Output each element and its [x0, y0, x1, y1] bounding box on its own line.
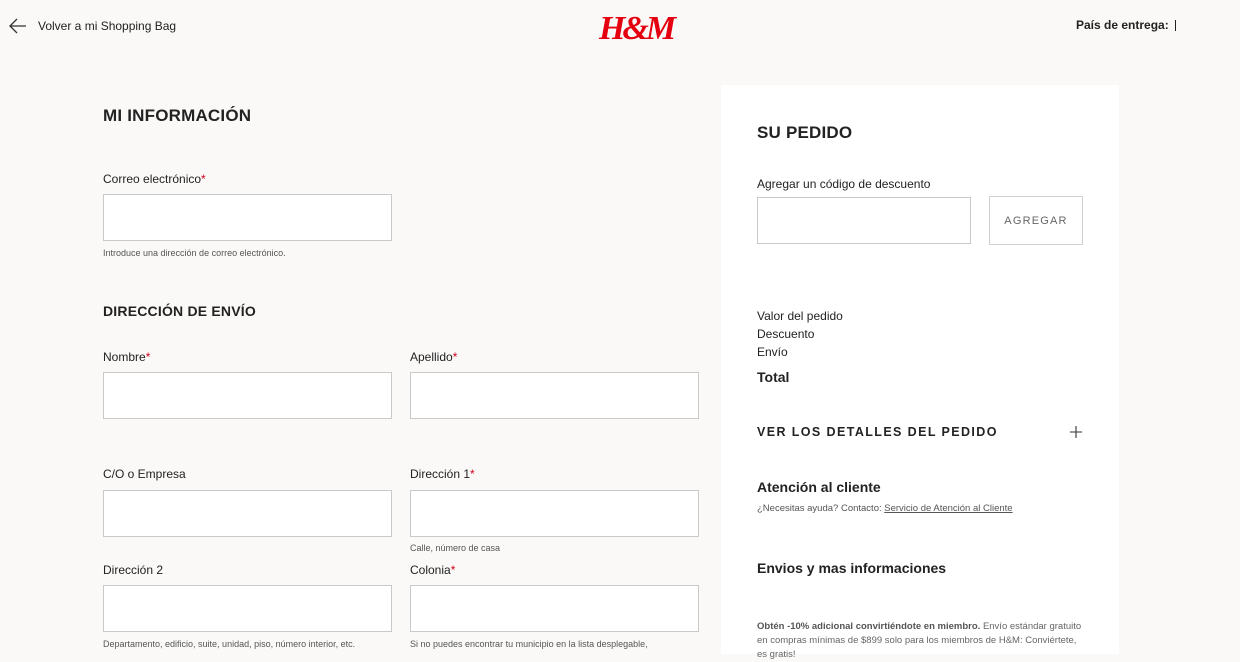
- shipping-row-label: Envío: [757, 345, 788, 359]
- back-to-bag-link[interactable]: [8, 16, 176, 36]
- colonia-label: Colonia*: [410, 563, 456, 577]
- address2-field[interactable]: [103, 585, 392, 632]
- order-title: SU PEDIDO: [757, 123, 853, 142]
- colonia-hint: Si no puedes encontrar tu municipio en la lista desplegable,: [410, 639, 648, 649]
- address2-label: Dirección 2: [103, 563, 164, 577]
- arrow-left-icon: [8, 16, 28, 36]
- plus-icon: [1069, 425, 1083, 439]
- first-name-label: Nombre*: [103, 350, 151, 364]
- my-info-title: MI INFORMACIÓN: [103, 106, 252, 125]
- address1-hint: Calle, número de casa: [410, 543, 501, 553]
- text-cursor: [1175, 20, 1176, 31]
- order-value-label: Valor del pedido: [757, 309, 843, 323]
- hm-logo[interactable]: [598, 6, 674, 47]
- delivery-country[interactable]: [1076, 18, 1176, 32]
- svg-text:H&M: H&M: [598, 10, 674, 47]
- discount-code-field[interactable]: [757, 197, 971, 244]
- discount-code-label: Agregar un código de descuento: [757, 177, 931, 191]
- last-name-field[interactable]: [410, 372, 699, 419]
- customer-service-title: Atención al cliente: [757, 479, 881, 495]
- email-label: Correo electrónico*: [103, 172, 206, 186]
- member-promo-text: Obtén -10% adicional convirtiéndote en miembro. Envío estándar gratuito en compras mínimas de $899 solo para los miembros de H&M: Conviértete, es gratis!: [757, 621, 1082, 660]
- first-name-field[interactable]: [103, 372, 392, 419]
- order-details-toggle[interactable]: [757, 422, 1083, 442]
- shipping-address-title: DIRECCIÓN DE ENVÍO: [103, 303, 256, 319]
- last-name-label: Apellido*: [410, 350, 458, 364]
- back-link-label: Volver a mi Shopping Bag: [38, 19, 177, 33]
- company-label: C/O o Empresa: [103, 467, 186, 481]
- email-field[interactable]: [103, 194, 392, 241]
- address2-hint: Departamento, edificio, suite, unidad, piso, número interior, etc.: [103, 639, 356, 649]
- add-discount-button[interactable]: AGREGAR: [989, 196, 1083, 245]
- header: [0, 0, 1240, 52]
- company-field[interactable]: [103, 490, 392, 537]
- customer-service-link[interactable]: Servicio de Atención al Cliente: [884, 503, 1013, 514]
- shipping-info-title: Envios y mas informaciones: [757, 560, 947, 576]
- order-details-label: VER LOS DETALLES DEL PEDIDO: [757, 425, 998, 439]
- order-summary-panel: [721, 85, 1119, 660]
- address1-field[interactable]: [410, 490, 699, 537]
- total-label: Total: [757, 369, 790, 385]
- discount-row-label: Descuento: [757, 327, 815, 341]
- colonia-field[interactable]: [410, 585, 699, 632]
- help-line: ¿Necesitas ayuda? Contacto: Servicio de Atención al Cliente: [757, 503, 1013, 514]
- address1-label: Dirección 1*: [410, 467, 475, 481]
- email-hint: Introduce una dirección de correo electrónico.: [103, 248, 286, 258]
- delivery-country-label: País de entrega:: [1076, 18, 1169, 32]
